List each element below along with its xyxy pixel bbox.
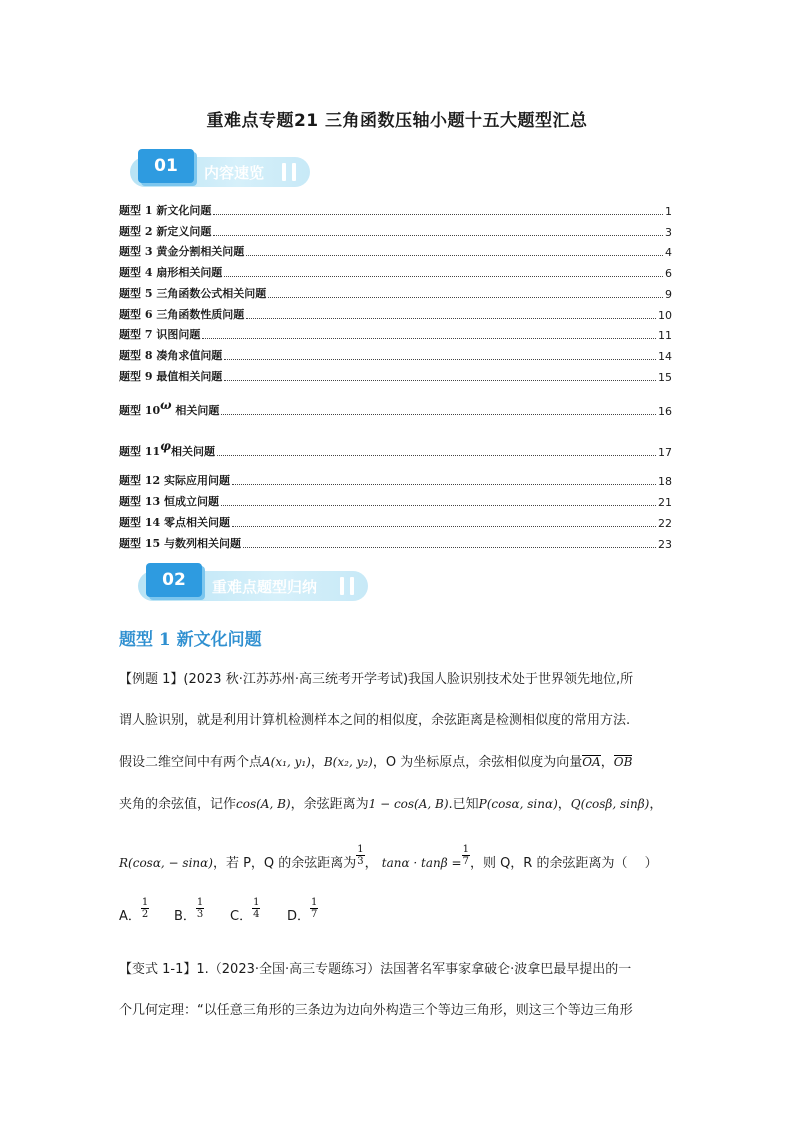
toc-item[interactable]: 题型 6 三角函数性质问题 10 — [119, 308, 672, 322]
toc-item[interactable]: 题型 7 识图问题 11 — [119, 328, 672, 342]
fraction: $\frac{1}{7}$ — [462, 844, 469, 867]
banner-stripe — [340, 577, 344, 595]
example-line: R(cosα, − sinα)，若 P，Q 的余弦距离为 $\frac{1}{3}$ ， tanα · tanβ = $\frac{1}{7}$ ，则 Q，R 的余弦距离为（ ） — [119, 844, 658, 871]
section-heading: 题型 1 新文化问题 — [119, 630, 262, 650]
banner-label: 内容速览 — [204, 164, 265, 182]
banner-number: 01 — [138, 149, 194, 183]
toc-item[interactable]: 题型 10ω 相关问题 16 — [119, 398, 672, 418]
toc-item[interactable]: 题型 14 零点相关问题 22 — [119, 516, 672, 530]
banner-number: 02 — [146, 563, 202, 597]
example-line: 【例题 1】(2023 秋·江苏苏州·高三统考开学考试)我国人脸识别技术处于世界领先地位,所 — [119, 672, 634, 687]
toc-item[interactable]: 题型 13 恒成立问题 21 — [119, 495, 672, 509]
banner-label: 重难点题型归纳 — [212, 578, 318, 596]
option-a[interactable]: A． $\frac{1}{2}$ — [119, 897, 149, 924]
vector-ob: OB — [613, 755, 633, 769]
banner-stripe — [282, 163, 286, 181]
option-b[interactable]: B． $\frac{1}{3}$ — [174, 897, 204, 924]
section-banner-types — [130, 566, 368, 604]
phi-symbol: φ — [160, 439, 171, 453]
toc-item[interactable]: 题型 8 凑角求值问题 14 — [119, 349, 672, 363]
toc-item[interactable]: 题型 1 新文化问题 1 — [119, 204, 672, 218]
omega-symbol: ω — [160, 398, 172, 412]
vector-oa: OA — [582, 755, 601, 769]
option-d[interactable]: D． $\frac{1}{7}$ — [287, 897, 318, 924]
option-c[interactable]: C． $\frac{1}{4}$ — [230, 897, 260, 924]
example-line: 夹角的余弦值，记作cos(A, B)，余弦距离为1 − cos(A, B).已知P(cosα, sinα)，Q(cosβ, sinβ)， — [119, 797, 663, 812]
page-title: 重难点专题21 三角函数压轴小题十五大题型汇总 — [206, 111, 588, 131]
toc-item[interactable]: 题型 11φ相关问题 17 — [119, 439, 672, 459]
point-b: B(x₂, y₂) — [323, 755, 373, 769]
example-line: 谓人脸识别，就是利用计算机检测样本之间的相似度，余弦距离是检测相似度的常用方法. — [119, 713, 631, 728]
section-banner-overview — [122, 152, 310, 190]
point-a: A(x₁, y₁) — [262, 755, 311, 769]
banner-stripe — [292, 163, 296, 181]
toc-item[interactable]: 题型 5 三角函数公式相关问题 9 — [119, 287, 672, 301]
toc-item[interactable]: 题型 9 最值相关问题 15 — [119, 370, 672, 384]
example-line: 假设二维空间中有两个点A(x₁, y₁)，B(x₂, y₂)，O 为坐标原点，余弦相似度为向量OA，OB — [119, 755, 633, 770]
toc-item[interactable]: 题型 3 黄金分割相关问题 4 — [119, 245, 672, 259]
toc-item[interactable]: 题型 15 与数列相关问题 23 — [119, 537, 672, 551]
fraction: $\frac{1}{3}$ — [357, 844, 364, 867]
toc-item[interactable]: 题型 2 新定义问题 3 — [119, 225, 672, 239]
variant-line: 个几何定理：“以任意三角形的三条边为边向外构造三个等边三角形，则这三个等边三角形 — [119, 1003, 633, 1018]
variant-line: 【变式 1-1】1.（2023·全国·高三专题练习）法国著名军事家拿破仑·波拿巴最早提出的一 — [119, 962, 632, 977]
toc-item[interactable]: 题型 12 实际应用问题 18 — [119, 474, 672, 488]
toc-item[interactable]: 题型 4 扇形相关问题 6 — [119, 266, 672, 280]
banner-stripe — [350, 577, 354, 595]
